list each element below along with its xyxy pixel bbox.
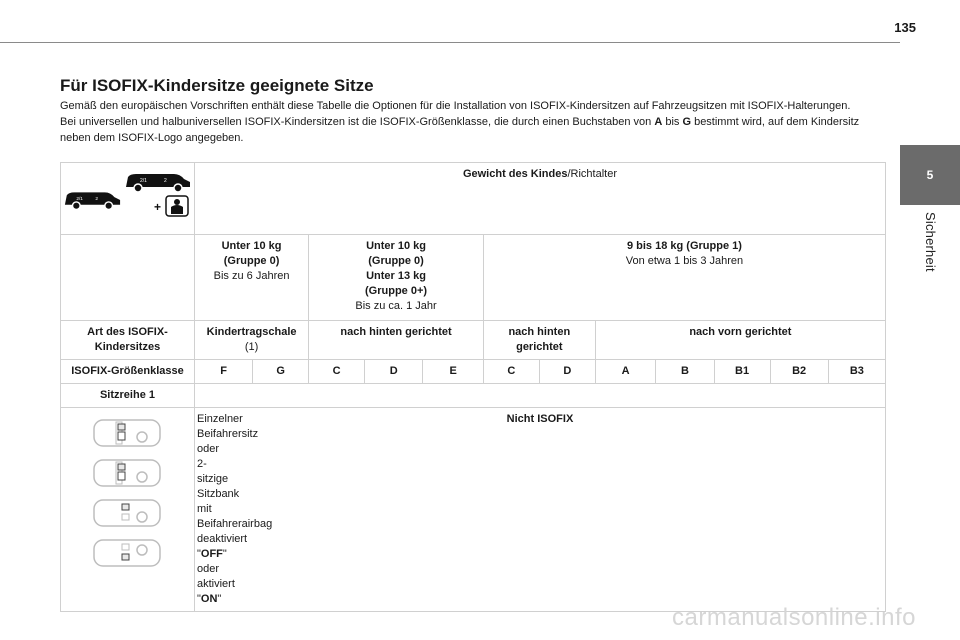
airbag-on-label: ON [200,593,218,605]
group-text: Bis zu ca. 1 Jahr [355,300,437,312]
intro-text-part: bestimmt wird, auf dem Kindersitz neben dem ISOFIX-Logo angegeben. [60,116,860,144]
size-class: B1 [714,360,770,384]
group-0-cell [194,235,308,321]
size-class: C [483,360,539,384]
desc-part: oder aktiviert " [196,563,235,605]
vehicle-topview-icon [92,456,162,490]
van-icon [63,189,122,211]
desc-part: " [217,593,222,605]
svg-text:2/1: 2/1 [139,178,147,184]
group-1-cell [483,235,885,321]
vehicle-topview-icon [92,536,162,570]
group-text: 9 bis 18 kg (Gruppe 1) [626,240,742,252]
seat-diagram-cell [61,408,195,612]
child-seat-isofix-icon [152,195,192,217]
vehicle-topview-icon [92,496,162,530]
desc-part: deaktiviert " [196,533,248,560]
letter-a: A [654,116,663,128]
weight-header-rest: /Richtalter [567,168,618,180]
isofix-table: 2/1 2 2/1 2 + Gewicht des Kindes/Richtalter Unter 10 kg (Gruppe 0) Bis zu 6 Jahren Unter 10 kg (Gruppe 0) Unter 13 kg (Gruppe 0+) Bis zu ca. 1 Jahr 9 bis 18 kg (Gruppe 1) Von etwa 1 bis 3 Jahren Art des ISOFIX-Kindersitzes Kindertragschale (1) nach hinten gerichtet nach hinten gerichtet nach vorn gerichtet ISOFIX-Größenklasse F G C D E C D A B B1 B2 B3 Sitzreihe 1 Einzelner Beifahrersitz oder 2-sitzige Sitzbank mit Beifahrerairbag deaktiviert "OFF" oder aktiviert "ON" Nicht ISOFIX [60,162,886,612]
airbag-off-label: OFF [200,548,223,560]
group-text: Unter 10 kg [366,240,426,252]
size-class: A [595,360,656,384]
intro-text-part: bis [662,116,683,128]
size-row-label: ISOFIX-Größenklasse [61,360,195,384]
letter-g: G [682,116,692,128]
size-class: B2 [770,360,828,384]
chapter-tab[interactable] [900,145,960,205]
van-icon-long [124,171,192,193]
group-text: Unter 13 kg [366,270,426,282]
carrycot-note: (1) [244,341,259,353]
vehicle-icon-cell [61,163,195,235]
intro-line-1: Gemäß den europäischen Vorschriften enthält diese Tabelle die Optionen für die Installation von ISOFIX-Kindersitzen auf Fahrzeugsitzen mit ISOFIX-Halterungen. [60,100,851,112]
intro-text [60,98,870,146]
weight-header-bold: Gewicht des Kindes [462,168,568,180]
empty-cell [194,384,885,408]
size-class: B [656,360,714,384]
carrycot-cell [194,321,308,360]
rear-facing-cell-2: nach hinten gerichtet [483,321,595,360]
chapter-label: Sicherheit [923,212,938,272]
vehicle-topview-icon [92,416,162,450]
empty-cell [61,235,195,321]
rear-facing-cell: nach hinten gerichtet [309,321,484,360]
header-rule [0,42,900,43]
svg-text:+: + [153,200,161,214]
size-class: D [365,360,423,384]
intro-line-2 [60,114,870,146]
group-text: (Gruppe 0) [368,255,424,267]
size-class: B3 [828,360,885,384]
carrycot-label: Kindertragschale [206,326,297,338]
group-text: Bis zu 6 Jahren [213,270,290,282]
weight-header [194,163,885,235]
size-class: D [539,360,595,384]
seat-result-cell: Nicht ISOFIX [194,408,885,612]
size-class: E [423,360,484,384]
size-class: F [194,360,252,384]
group-text: Von etwa 1 bis 3 Jahren [625,255,744,267]
page-title: Für ISOFIX-Kindersitze geeignete Sitze [60,76,374,95]
chapter-number: 5 [926,168,934,182]
group-text: (Gruppe 0) [223,255,280,267]
forward-facing-cell: nach vorn gerichtet [595,321,885,360]
group-text: (Gruppe 0+) [365,285,428,297]
watermark: carmanualsonline.info [672,604,916,631]
svg-text:2: 2 [95,197,99,202]
seat-row-label: Sitzreihe 1 [61,384,195,408]
svg-text:2/1: 2/1 [76,197,83,202]
size-class: G [253,360,309,384]
desc-part: " [222,548,227,560]
size-class: C [309,360,365,384]
group-0plus-cell [309,235,484,321]
svg-text:2: 2 [163,178,167,184]
type-row-label: Art des ISOFIX-Kindersitzes [61,321,195,360]
group-text: Unter 10 kg [221,240,282,252]
page-number: 135 [894,20,916,35]
intro-text-part: Bei universellen und halbuniversellen ISOFIX-Kindersitzen ist die ISOFIX-Größenklasse, die durch einen Buchstaben von [60,116,655,128]
